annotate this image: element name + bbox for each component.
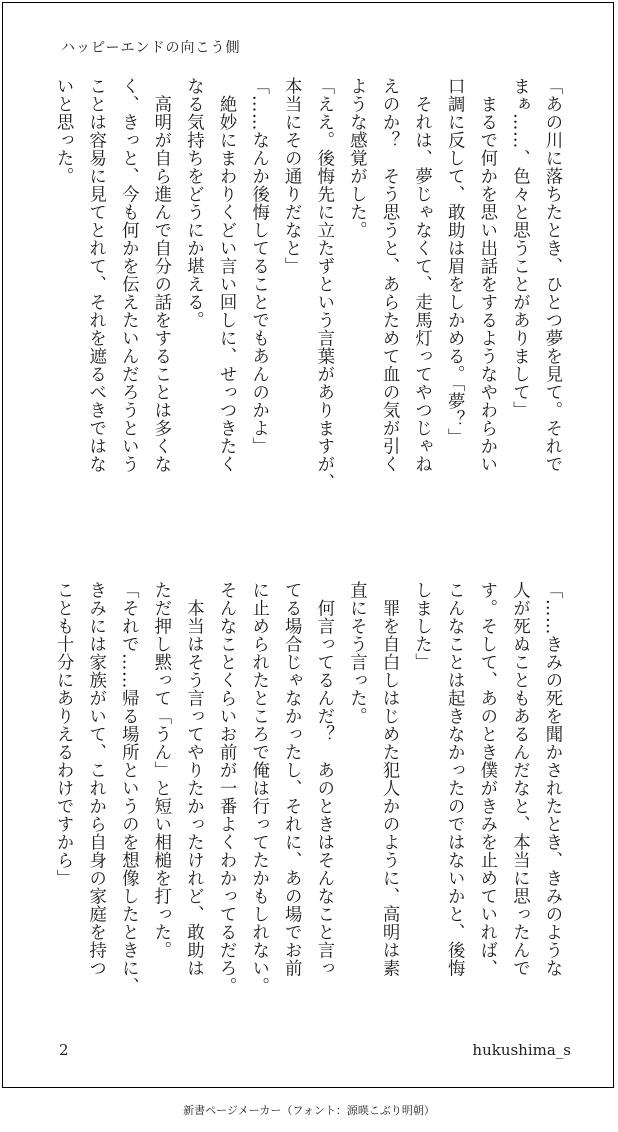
lower-text-block: 「……きみの死を聞かされたとき、きみのような 人が死ぬこともあるんだなと、本当に思ったんで す。そして、あのとき僕がきみを止めていれば、 こんなことは起きなかったのではないかと、後悔 しました」 罪を自白しはじめた犯人かのように、高明は素 直にそう言った。 何言ってるんだ？ あのときはそんなこと言っ てる場合じゃなかったし、それに、あの場でお前 に止められたところで俺は行ってたかもしれない。 そんなことくらいお前が一番よくわかってるだろ。 本当はそう言ってやりたかったけれど、敢助は ただ押し黙って「うん」と短い相槌を打った。 「それで……帰る場所というのを想像したときに、 きみには家族がいて、これから自身の家庭を持つ ことも十分にありえるわけですから」 [53,581,562,995]
page-number: 2 [59,1041,69,1059]
upper-text-block: 「あの川に落ちたとき、ひとつ夢を見て。それで まぁ……、色々と思うことがありまして」 まるで何かを思い出話をするようなやわらかい 口調に反して、敢助は眉をしかめる。「夢？」 それは、夢じゃなくて、走馬灯ってやつじゃね えのか？ そう思うと、あらためて血の気が引く ような感覚がした。 「ええ。後悔先に立たずという言葉がありますが、 本当にその通りだなと」 「……なんか後悔してることでもあんのかよ」 絶妙にまわりくどい言い回しに、せっつきたく なる気持ちをどうにか堪える。 高明が自ら進んで自分の話をすることは多くな く、きっと、今も何かを伝えたいんだろうという ことは容易に見てとれて、それを遮るべきではな いと思った。 [53,77,562,491]
author-name: hukushima_s [472,1041,571,1059]
running-header: ハッピーエンドの向こう側 [61,40,241,56]
book-page [2,2,614,1088]
footer-credit: 新書ページメーカー（フォント：源暎こぶり明朝） [183,1104,435,1117]
